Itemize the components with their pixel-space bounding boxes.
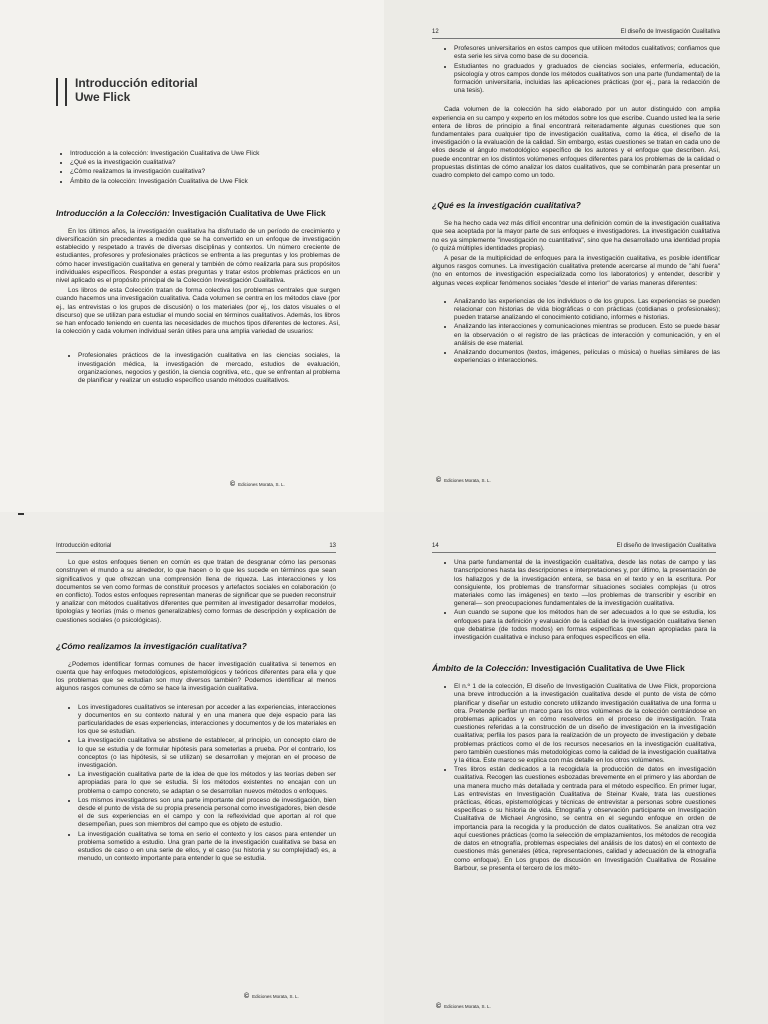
bullet-list — [56, 704, 336, 864]
list-item: • La investigación cualitativa se abstiene de establecer, al principio, un concepto claro de lo que se estudia y de formular hipótesis para someterlas a prueba. Por el contrario, los conceptos (o las hipótesis, si se utilizan) se desarrollan y mejoran en el proceso de investigación. — [78, 737, 336, 770]
section-heading-rest: Investigación Cualitativa de Uwe Flick — [531, 663, 685, 674]
publisher-name: Ediciones Morata, S. L. — [252, 994, 299, 999]
section-heading — [432, 200, 720, 210]
list-item: • La investigación cualitativa parte de la idea de que los métodos y las teorías deben ser apropiadas para lo que se estudia. Si los métodos existentes no encajan con un problema o campo concreto, se adaptan o se desarrollan nuevos métodos o enfoques. — [78, 771, 336, 796]
publisher-name: Ediciones Morata, S. L. — [238, 482, 285, 487]
page-footer — [436, 477, 491, 484]
publisher-name: Ediciones Morata, S. L. — [444, 478, 491, 483]
page-number: 13 — [329, 543, 336, 549]
list-item: • La investigación cualitativa se toma en serio el contexto y los casos para entender un problema sometido a estudio. Una gran parte de la investigación cualitativa se basa en estudios de caso o en una serie de ellos, y el caso (su historia y su complejidad) es, a menudo, un contexto importante para entender lo que se estudia. — [78, 831, 336, 864]
list-item: • Profesionales prácticos de la investigación cualitativa en las ciencias sociales, la investigación médica, la investigación de mercado, estudios de evaluación, organizaciones, negocios y gestión, la ciencia cognitiva, etc., que se enfrentan al problema de planificar y realizar un estudio específico usando métodos cualitativos. — [78, 352, 340, 385]
running-header — [56, 542, 336, 553]
section-heading-italic: Ámbito de la Colección: — [432, 663, 529, 674]
running-title: Introducción editorial — [56, 543, 112, 549]
paragraph: Lo que estos enfoques tienen en común es que tratan de desgranar cómo las personas construyen el mundo a su alrededor, lo que hacen o lo que les sucede en términos que sean significativos y que ofrezcan una comprensión llena de riqueza. Las interacciones y los documentos se ven como formas de constituir procesos y artefactos sociales en colaboración (o en conflicto). Todos estos enfoques representan maneras de significar que se pueden reconstruir y analizar con métodos cualitativos diferentes que permiten al investigador desarrollar modelos, tipologías y teorías (más o menos generalizables) como formas de descripción y explicación de cuestiones sociales (o psicológicas). — [56, 559, 336, 624]
bullet-list — [56, 352, 340, 385]
running-title: El diseño de Investigación Cualitativa — [620, 29, 720, 35]
paragraph: ¿Podemos identificar formas comunes de hacer investigación cualitativa si tenemos en cuenta que hay enfoques metodológicos, epistemológicos y teóricos diferentes para ella y que los problemas que se estudian son muy diversos también? Podemos identificar al menos algunos rasgos comunes de cómo se hace la investigación cualitativa. — [56, 660, 336, 693]
chapter-header — [56, 76, 340, 106]
list-item: • Los mismos investigadores son una parte importante del proceso de investigación, bien desde el punto de vista de su propia presencia personal como investigadores, bien desde el de sus experiencias en el campo y con la reflexividad que aportan al rol que desempeñan, pues son miembros del campo que es objeto de estudio. — [78, 797, 336, 830]
toc-item: • Introducción a la colección: Investigación Cualitativa de Uwe Flick — [70, 150, 340, 158]
chapter-title: Introducción editorial — [75, 76, 198, 90]
section-heading-text: ¿Cómo realizamos la investigación cualitativa? — [56, 640, 247, 651]
list-item: • El n.º 1 de la colección, El diseño de Investigación Cualitativa de Uwe Flick, proporciona una breve introducción a la investigación cualitativa desde el punto de vista de cómo planificar y diseñar un estudio concreto utilizando investigación cualitativa de una forma u otra. Pretende perfilar un marco para los otros volúmenes de la colección centrándose en problemas aplicados y en cómo resolverlos en el proceso de investigación. Trata cuestiones referidas a la construcción de un diseño de investigación en la investigación cualitativa; perfila los pasos para la realización de un proyecto de investigación y debate problemas prácticos como el de los recursos necesarios en la investigación cualitativa, pero también cuestiones más metodológicas como la calidad de la investigación cualitativa y la ética. Este marco se explica con más detalle en los otros volúmenes. — [454, 683, 716, 765]
toc-item: • ¿Qué es la investigación cualitativa? — [70, 159, 340, 167]
page-13 — [0, 512, 384, 1024]
running-title: El diseño de Investigación Cualitativa — [616, 543, 716, 549]
copyright-icon: © — [230, 481, 236, 488]
list-item: • Profesores universitarios en estos campos que utilicen métodos cualitativos; confiamos que esta serie les sirva como base de su docencia. — [454, 45, 720, 61]
section-heading-italic: Introducción a la Colección: — [56, 207, 170, 218]
running-header — [432, 542, 716, 553]
copyright-icon: © — [436, 477, 442, 484]
section-heading — [432, 663, 716, 673]
paragraph: Cada volumen de la colección ha sido elaborado por un autor distinguido con amplia experiencia en su campo y experto en los métodos sobre los que escribe. Cuando usted lea la serie entera de libros de principio a final encontrará reiteradamente algunas cuestiones que son fundamentales para cualquier tipo de investigación cualitativa, como la ética, el diseño de la investigación o la evaluación de la calidad. Sin embargo, estas cuestiones se tratan en cada uno de ellos desde el ángulo metodológico específico de los autores y el enfoque que describen. Así, puede encontrar en los distintos volúmenes enfoques diferentes para los problemas de la calidad o propuestas distintas de cómo analizar los datos cualitativos, que se combinarán para presentar un cuadro completo del campo como un todo. — [432, 106, 720, 180]
list-item: • Una parte fundamental de la investigación cualitativa, desde las notas de campo y las transcripciones hasta las descripciones e interpretaciones y, por último, la presentación de los hallazgos y de la investigación entera, se basa en el texto y en la escritura. Por consiguiente, los problemas de transformar situaciones sociales complejas (u otros materiales como las imágenes) en texto —los problemas de transcribir y escribir en general— son preocupaciones fundamentales de la investigación cualitativa. — [454, 559, 716, 608]
list-item: • Analizando las interacciones y comunicaciones mientras se producen. Esto se puede basar en la observación o el registro de las prácticas de interacción y comunicación, y en el análisis de ese material. — [454, 323, 720, 348]
bullet-list — [432, 45, 720, 95]
section-heading — [56, 208, 340, 218]
chapter-bars-icon — [56, 78, 67, 106]
section-heading — [56, 641, 336, 651]
bullet-list — [432, 559, 716, 642]
copyright-icon: © — [244, 993, 250, 1000]
page-footer — [244, 993, 299, 1000]
section-heading-text: ¿Qué es la investigación cualitativa? — [432, 200, 581, 211]
paragraph: En los últimos años, la investigación cualitativa ha disfrutado de un período de crecimiento y diversificación sin precedentes a medida que se ha convertido en un enfoque de investigación establecido y respetado a través de diversas disciplinas y contextos. Un número creciente de estudiantes, profesores y profesionales prácticos se enfrenta a las preguntas y los problemas de cómo hacer investigación cualitativa en general y también de cómo realizarla para sus propósitos individuales específicos. Responder a estas preguntas y tratar estos problemas prácticos en un nivel aplicado es el propósito principal de la Colección Investigación Cualitativa. — [56, 227, 340, 285]
toc-item: • ¿Cómo realizamos la investigación cualitativa? — [70, 168, 340, 176]
chapter-author: Uwe Flick — [75, 90, 131, 104]
page-footer — [230, 481, 285, 488]
toc-item: • Ámbito de la colección: Investigación Cualitativa de Uwe Flick — [70, 178, 340, 186]
page-14 — [384, 512, 768, 1024]
running-header — [432, 28, 720, 39]
section-heading-rest: Investigación Cualitativa de Uwe Flick — [172, 207, 326, 218]
list-item: • Tres libros están dedicados a la recogida/a la producción de datos en investigación cualitativa. Recogen las cuestiones esbozadas brevemente en el primero y las abordan de una manera mucho más detallada y centrada para el método específico. En primer lugar, Las entrevistas en Investigación Cualitativa de Steinar Kvale, trata las cuestiones prácticas, éticas, epistemológicas y técnicas de entrevistar a personas sobre cuestiones específicas o su historia de vida. Etnografía y observación participante en Investigación Cualitativa de Michael Angrosino, se centra en el segundo enfoque en orden de importancia para la recogida y la producción de datos cualitativos. Se analizan otra vez aquí cuestiones prácticas (como la selección de emplazamientos, los métodos de recogida de datos en etnografía, problemas especiales del análisis de los datos) en el contexto de cuestiones más generales (ética, representaciones, calidad y adecuación de la etnografía como enfoque). En Los grupos de discusión en Investigación Cualitativa de Rosaline Barbour, se presenta el tercero de los méto- — [454, 766, 716, 873]
copyright-icon: © — [436, 1003, 442, 1010]
list-item: • Aun cuando se supone que los métodos han de ser adecuados a lo que se estudia, los enfoques para la definición y evaluación de la calidad de la investigación cualitativa tienen que debatirse (de todos modos) en formas específicas que sean apropiadas para la investigación cualitativa e incluso para enfoques específicos en ella. — [454, 609, 716, 642]
paragraph: Los libros de esta Colección tratan de forma colectiva los problemas centrales que surgen cuando hacemos una investigación cualitativa. Cada volumen se centra en los métodos clave (por ej., las entrevistas o los grupos de discusión) o los materiales (por ej., los datos visuales o el discurso) que se utilizan para estudiar el mundo social en términos cualitativos. Además, los libros se han enfocado teniendo en cuenta las necesidades de muchos tipos diferentes de lectores. Así, la colección y cada volumen individual serán útiles para una amplia variedad de usuarios: — [56, 287, 340, 336]
bullet-list — [432, 683, 716, 873]
page-number: 12 — [432, 29, 439, 35]
publisher-name: Ediciones Morata, S. L. — [444, 1004, 491, 1009]
page-footer — [436, 1003, 491, 1010]
list-item: • Analizando las experiencias de los individuos o de los grupos. Las experiencias se pueden relacionar con historias de vida biográficas o con prácticas (cotidianas o profesionales); pueden tratarse analizando el conocimiento cotidiano, informes e historias. — [454, 298, 720, 323]
list-item: • Estudiantes no graduados y graduados de ciencias sociales, enfermería, educación, psicología y otros campos donde los métodos cualitativos son una parte (fundamental) de la formación universitaria, incluidas las aplicaciones prácticas (por ej., para la redacción de una tesis). — [454, 63, 720, 96]
page-11 — [0, 0, 384, 512]
list-item: • Analizando documentos (textos, imágenes, películas o música) o huellas similares de las experiencias o interacciones. — [454, 349, 720, 365]
page-number: 14 — [432, 543, 439, 549]
scan-mark — [18, 513, 24, 515]
chapter-contents-list — [56, 150, 340, 186]
list-item: • Los investigadores cualitativos se interesan por acceder a las experiencias, interacciones y documentos en su contexto natural y en una manera que deje espacio para las particularidades de esas experiencias, interacciones y documentos y de los materiales en los que se estudian. — [78, 704, 336, 737]
paragraph: A pesar de la multiplicidad de enfoques para la investigación cualitativa, es posible identificar algunos rasgos comunes. La investigación cualitativa pretende acercarse al mundo de "ahí fuera" (no en entornos de investigación especializada como los laboratorios) y entender, describir y algunas veces explicar fenómenos sociales "desde el interior" de varias maneras diferentes: — [432, 255, 720, 287]
page-12 — [384, 0, 768, 512]
paragraph: Se ha hecho cada vez más difícil encontrar una definición común de la investigación cualitativa que sea aceptada por la mayor parte de sus enfoques e investigadores. La investigación cualitativa no es ya simplemente "investigación no cuantitativa", sino que ha desarrollado una identidad propia (o quizá múltiples identidades propias). — [432, 220, 720, 252]
bullet-list — [432, 298, 720, 366]
